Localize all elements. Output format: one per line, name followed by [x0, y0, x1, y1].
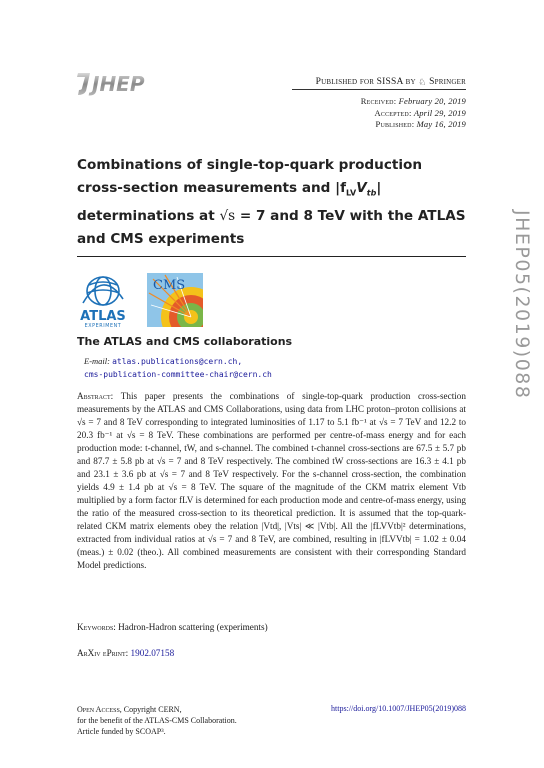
abstract: [77, 390, 466, 572]
published-label: Published:: [375, 119, 415, 129]
keywords-label: Keywords:: [77, 622, 116, 632]
received-date: February 20, 2019: [398, 96, 466, 106]
keywords: [77, 622, 268, 632]
cms-logo: [147, 273, 203, 327]
springer-icon: ♘: [418, 77, 427, 87]
jhep-logo: [76, 69, 156, 97]
keywords-text: Hadron-Hadron scattering (experiments): [118, 622, 268, 632]
cms-logo-text: CMS: [153, 278, 186, 293]
atlas-logo-text: ATLAS: [80, 309, 126, 324]
email-link-cms[interactable]: cms-publication-committee-chair@cern.ch: [84, 370, 272, 379]
title-rule: [77, 256, 466, 257]
paper-title: [77, 154, 477, 251]
publication-dates: [316, 96, 466, 131]
open-access-label: Open Access: [77, 705, 120, 714]
publisher-name: Springer: [429, 77, 466, 87]
accepted-label: Accepted:: [374, 107, 412, 118]
email-link-atlas[interactable]: atlas.publications@cern.ch,: [112, 357, 243, 366]
arxiv-eprint: [77, 648, 174, 658]
atlas-logo: [77, 273, 129, 329]
email-label: E-mail:: [84, 356, 110, 366]
doi-link[interactable]: https://doi.org/10.1007/JHEP05(2019)088: [331, 704, 466, 713]
published-date: May 16, 2019: [416, 119, 466, 129]
arxiv-link[interactable]: 1902.07158: [130, 648, 175, 658]
author-emails: [84, 355, 272, 381]
atlas-logo-subtext: EXPERIMENT: [84, 324, 122, 329]
publication-info: [316, 77, 466, 131]
abstract-label: Abstract:: [77, 391, 114, 401]
title-line-4: and CMS experiments: [77, 230, 245, 247]
title-line-1: Combinations of single-top-quark production: [77, 157, 423, 173]
title-line-3: determinations at √s = 7 and 8 TeV with the ATLAS: [77, 207, 466, 224]
arxiv-label: ArXiv ePrint:: [77, 648, 129, 658]
title-line-2: cross-section measurements and $|f_{LV}V_{tb}|$: [77, 180, 382, 198]
published-for-text: Published for SISSA by: [315, 77, 416, 87]
abstract-text: This paper presents the combinations of single-top-quark production cross-section measurements by the ATLAS and CMS Collaborations, using data from LHC proton–proton collisions at √s = 7 and 8 TeV corresponding to integrated luminosities of 1.17 to 5.1 fb⁻¹ at √s = 7 TeV and 12.2 to 20.3 fb⁻¹ at √s = 8 TeV. These combinations are performed per centre-of-mass energy and for each production mode: t-channel, tW, and s-channel. The combined t-channel cross-sections are 67.5 ± 5.7 pb and 87.7 ± 5.8 pb at √s = 7 and 8 TeV respectively. The combined tW cross-sections are 16.3 ± 4.1 pb and 23.1 ± 3.6 pb at √s = 7 and 8 TeV respectively. For the s-channel cross-section, the combination yields 4.9 ± 1.4 pb at √s = 8 TeV. The square of the magnitude of the CKM matrix element Vtb multiplied by a form factor fLV is determined for each production mode and centre-of-mass energy, using the ratio of the measured cross-section to its theoretical prediction. It is assumed that the top-quark-related CKM matrix elements obey the relation |Vtd|, |Vts| ≪ |Vtb|. All the |fLVVtb|² determinations, extracted from individual ratios at √s = 7 and 8 TeV, are combined, resulting in |fLVVtb| = 1.02 ± 0.04 (meas.) ± 0.02 (theo.). All combined measurements are consistent with their corresponding Standard Model predictions.: [77, 391, 466, 570]
side-journal-id: JHEP05(2019)088: [511, 210, 533, 400]
copyright-notice: Open Access, Copyright CERN, for the benefit of the ATLAS-CMS Collaboration. Article funded by SCOAP³.: [77, 705, 237, 736]
jhep-logo-text: JHEP: [92, 72, 145, 96]
accepted-date: April 29, 2019: [413, 107, 466, 118]
author-collaboration: The ATLAS and CMS collaborations: [77, 335, 293, 348]
received-label: Received:: [360, 96, 397, 106]
